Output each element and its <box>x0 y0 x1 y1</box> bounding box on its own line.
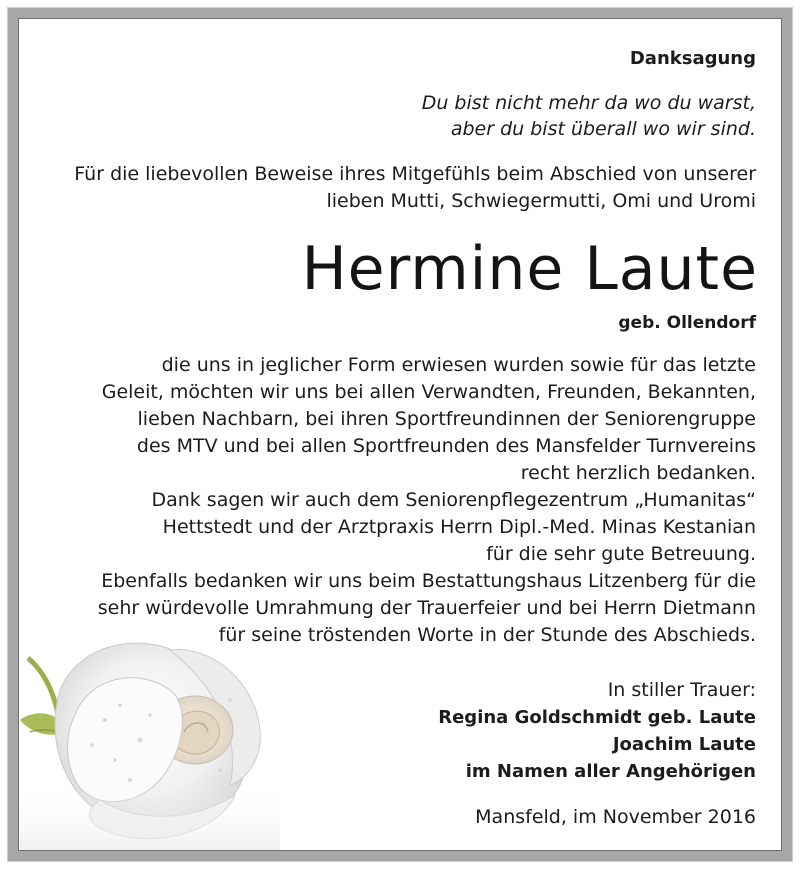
mourner-1: Regina Goldschmidt geb. Laute <box>438 707 756 728</box>
mourning-label: In stiller Trauer: <box>607 679 756 701</box>
mourner-2: Joachim Laute <box>612 734 756 755</box>
body-line-1: die uns in jeglicher Form erwiesen wurden sowie für das letzte <box>161 354 756 376</box>
body-line-4: des MTV und bei allen Sportfreunden des Mansfelder Turnvereins <box>136 435 756 457</box>
heading: Danksagung <box>629 48 756 69</box>
birth-name: geb. Ollendorf <box>618 313 756 333</box>
deceased-name: Hermine Laute <box>301 234 758 304</box>
quote-line-1: Du bist nicht mehr da wo du warst, <box>421 92 756 114</box>
place-date: Mansfeld, im November 2016 <box>475 806 756 828</box>
mourner-3: im Namen aller Angehörigen <box>465 761 756 782</box>
body-line-3: lieben Nachbarn, bei ihren Sportfreundinnen der Seniorengruppe <box>137 408 756 430</box>
intro-line-1: Für die liebevollen Beweise ihres Mitgefühls beim Abschied von unserer <box>74 163 756 185</box>
body-line-10: sehr würdevolle Umrahmung der Trauerfeier und bei Herrn Dietmann <box>97 597 756 619</box>
intro-line-2: lieben Mutti, Schwiegermutti, Omi und Uromi <box>326 190 756 212</box>
body-line-6: Dank sagen wir auch dem Seniorenpflegezentrum „Humanitas“ <box>151 489 756 511</box>
body-line-8: für die sehr gute Betreuung. <box>486 543 756 565</box>
white-rose-image <box>20 620 280 860</box>
body-line-9: Ebenfalls bedanken wir uns beim Bestattungshaus Litzenberg für die <box>101 570 756 592</box>
body-line-5: recht herzlich bedanken. <box>520 462 756 484</box>
body-line-2: Geleit, möchten wir uns bei allen Verwandten, Freunden, Bekannten, <box>101 381 756 403</box>
body-line-11: für seine tröstenden Worte in der Stunde des Abschieds. <box>218 624 756 646</box>
body-line-7: Hettstedt und der Arztpraxis Herrn Dipl.-Med. Minas Kestanian <box>162 516 756 538</box>
quote-line-2: aber du bist überall wo wir sind. <box>450 118 756 140</box>
